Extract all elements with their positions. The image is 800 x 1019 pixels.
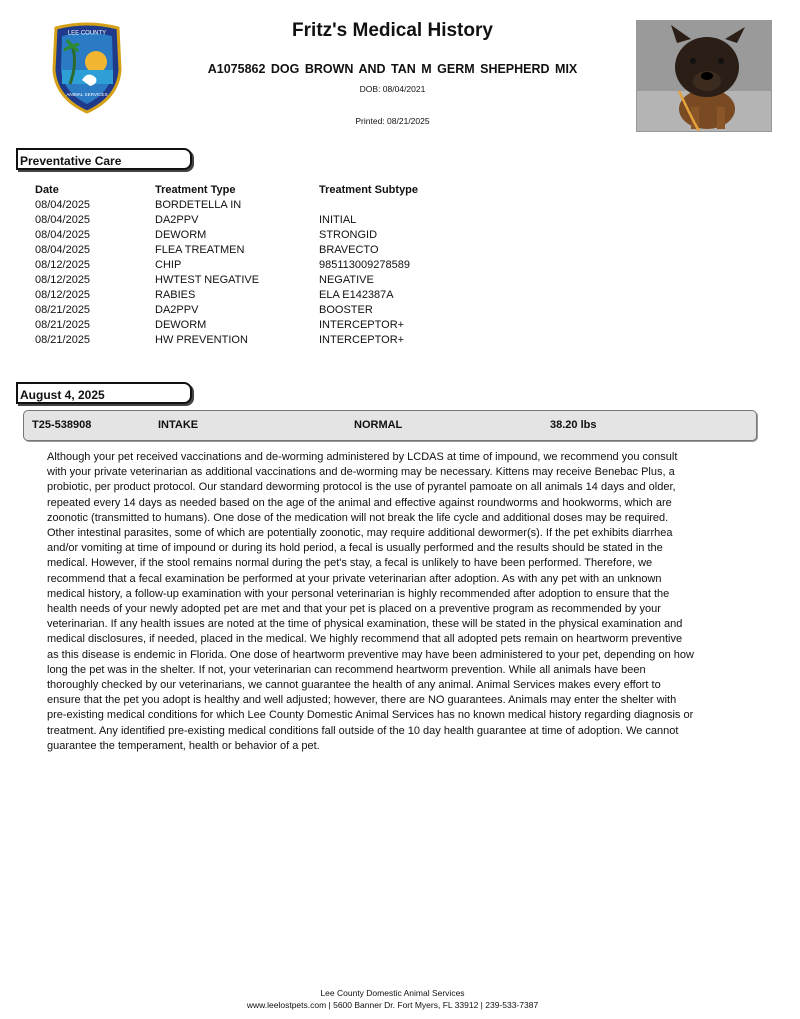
medical-disclaimer-text: Although your pet received vaccinations and de-worming administered by LCDAS at time of impound, we recommend you consult with your private veterinarian as additional vaccinations and de-worming may be necessary. Kittens may receive Benebac Plus, a probiotic, per product protocol. Our standard deworming protocol is the use of pyrantel pamoate on all animals 14 days and older, repeated every 14 days as needed based on the age of the animal and effective against roundworms and hookworms, which are zoonotic (transmitted to humans). One dose of the medication will not break the life cycle and additional doses may be required. Other intestinal parasites, some of which are potentially zoonotic, may require additional dewormer(s). If the pet exhibits diarrhea and/or vomiting at time of impound or during its hold period, a fecal is usually performed and the results should be stated in the medical. However, if the stool remains normal during the pet's stay, a fecal is unlikely to have been performed. Therefore, we recommend that a fecal examination be performed at your private veterinarian after adoption. As with any pet with an unknown medical history, a follow-up examination with your personal veterinarian is highly recommended after adoption to ensure that the health needs of your newly adopted pet are met and that your pet is placed on a preventive program as recommended by your veterinarian. If any health issues are noted at the time of physical examination, these will be stated in the physical examination and medical disclosures, if needed, placed in the medical. We highly recommend that all adopted pets remain on heartworm preventive as this disease is endemic in Florida. One dose of heartworm preventive may have been administered to your pet, depending on how long the pet was in the shelter. If not, your veterinarian can recommend heartworm prevention. While all animals have been thoroughly checked by our veterinarians, we cannot guarantee the health of any animal. Animal Services makes every effort to ensure that the pet you adopt is healthy and well adjusted; however, there are NO guarantees. Animals may enter the shelter with pre-existing medical conditions for which Lee County Domestic Animal Services has no known medical history regarding diagnosis or treatment. Any identified pre-existing medical conditions fall outside of the 10 day health guarantee at time of adoption. We cannot guarantee the temperament, health or behavior of a pet. bbox=[47, 451, 694, 752]
table-row bbox=[35, 273, 519, 288]
footer-org: Lee County Domestic Animal Services bbox=[320, 988, 465, 998]
cell-treatment-type: FLEA TREATMEN bbox=[155, 244, 245, 256]
footer-contact: www.leelostpets.com | 5600 Banner Dr. Fort Myers, FL 33912 | 239-533-7387 bbox=[246, 1000, 539, 1010]
table-row bbox=[35, 243, 519, 258]
preventative-care-table bbox=[35, 183, 519, 348]
cell-treatment-subtype: BRAVECTO bbox=[319, 244, 379, 256]
svg-text:LEE COUNTY: LEE COUNTY bbox=[67, 30, 107, 37]
table-row bbox=[35, 303, 519, 318]
section-preventative-care: Preventative Care bbox=[16, 148, 192, 170]
visit-type: INTAKE bbox=[158, 419, 199, 431]
cell-treatment-subtype: INTERCEPTOR+ bbox=[319, 319, 405, 331]
cell-treatment-subtype bbox=[319, 198, 519, 213]
column-header-treatment-subtype: Treatment Subtype bbox=[319, 184, 419, 196]
table-row bbox=[35, 228, 519, 243]
svg-text:ANIMAL SERVICES: ANIMAL SERVICES bbox=[66, 92, 108, 97]
cell-date: 08/04/2025 bbox=[35, 229, 91, 241]
dob-text: DOB: 08/04/2021 bbox=[359, 84, 426, 94]
table-row bbox=[35, 318, 519, 333]
table-header-row bbox=[35, 183, 519, 198]
cell-treatment-subtype: BOOSTER bbox=[319, 304, 373, 316]
column-header-treatment-type: Treatment Type bbox=[155, 184, 236, 196]
cell-treatment-subtype: INTERCEPTOR+ bbox=[319, 334, 405, 346]
printed-date: Printed: 08/21/2025 bbox=[355, 116, 430, 126]
visit-status: NORMAL bbox=[354, 419, 403, 431]
cell-date: 08/21/2025 bbox=[35, 319, 91, 331]
cell-date: 08/04/2025 bbox=[35, 244, 91, 256]
cell-treatment-subtype: INITIAL bbox=[319, 214, 357, 226]
cell-treatment-type: HW PREVENTION bbox=[155, 334, 248, 346]
lee-county-badge-logo bbox=[48, 22, 126, 114]
animal-info-line: A1075862 DOG BROWN AND TAN M GERM SHEPHERD MIX bbox=[207, 62, 578, 76]
table-row bbox=[35, 333, 519, 348]
cell-treatment-type: BORDETELLA IN bbox=[155, 199, 242, 211]
cell-date: 08/12/2025 bbox=[35, 259, 91, 271]
cell-treatment-type: CHIP bbox=[155, 259, 182, 271]
table-row bbox=[35, 198, 519, 213]
cell-treatment-subtype: STRONGID bbox=[319, 229, 378, 241]
cell-date: 08/21/2025 bbox=[35, 304, 91, 316]
cell-treatment-type: DEWORM bbox=[155, 229, 207, 241]
cell-date: 08/12/2025 bbox=[35, 289, 91, 301]
column-header-date: Date bbox=[35, 184, 59, 196]
visit-weight: 38.20 lbs bbox=[550, 419, 597, 431]
cell-date: 08/04/2025 bbox=[35, 214, 91, 226]
dog-photo bbox=[636, 20, 772, 132]
cell-treatment-subtype: NEGATIVE bbox=[319, 274, 374, 286]
cell-date: 08/04/2025 bbox=[35, 199, 91, 211]
cell-treatment-type: DEWORM bbox=[155, 319, 207, 331]
cell-treatment-type: HWTEST NEGATIVE bbox=[155, 274, 260, 286]
cell-date: 08/21/2025 bbox=[35, 334, 91, 346]
visit-summary-bar bbox=[23, 410, 757, 441]
cell-treatment-subtype: ELA E142387A bbox=[319, 289, 394, 301]
table-row bbox=[35, 213, 519, 228]
section-visit-date: August 4, 2025 bbox=[16, 382, 192, 404]
cell-date: 08/12/2025 bbox=[35, 274, 91, 286]
cell-treatment-subtype: 985113009278589 bbox=[319, 259, 410, 271]
page-title: Fritz's Medical History bbox=[292, 20, 493, 41]
cell-treatment-type: RABIES bbox=[155, 289, 196, 301]
table-row bbox=[35, 258, 519, 273]
visit-id: T25-538908 bbox=[32, 419, 92, 431]
cell-treatment-type: DA2PPV bbox=[155, 304, 199, 316]
cell-treatment-type: DA2PPV bbox=[155, 214, 199, 226]
table-row bbox=[35, 288, 519, 303]
